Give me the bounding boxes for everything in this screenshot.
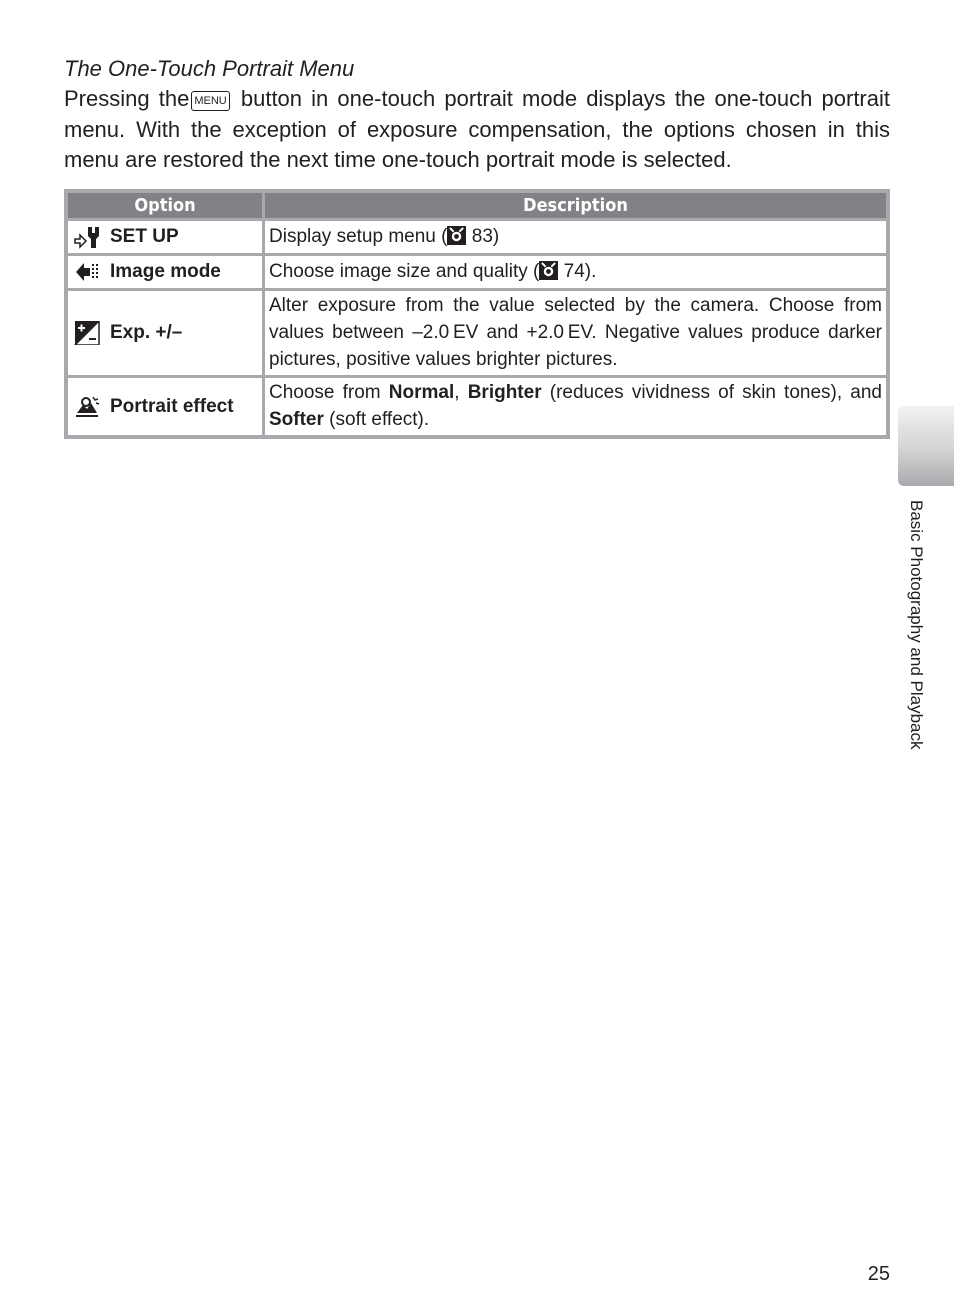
page-reference-text: 83): [466, 226, 500, 247]
chapter-tab: [898, 406, 954, 486]
section-title: The One-Touch Portrait Menu: [64, 56, 355, 81]
table-row: [68, 291, 886, 375]
description-cell: [265, 221, 886, 253]
table-header-row: [68, 193, 886, 218]
option-label: Exp. +/–: [110, 322, 183, 343]
chapter-tab-label: Basic Photography and Playback: [907, 500, 926, 750]
option-label: Image mode: [110, 261, 221, 282]
option-label: Portrait effect: [110, 395, 234, 417]
description-text: (soft effect).: [323, 409, 430, 430]
page-reference-text: 74).: [558, 261, 597, 282]
intro-text-rest: button in one-touch portrait mode displays the one-touch portrait menu. With the exception of exposure compensation, the options chosen in this menu are restored the next time one-touch portrait mode is selected.: [64, 86, 890, 172]
option-cell: [68, 256, 262, 288]
description-column-header: Description: [265, 193, 886, 218]
description-cell: [265, 378, 886, 435]
option-cell: [68, 378, 262, 435]
option-normal: Normal: [388, 382, 455, 403]
option-softer: Softer: [269, 409, 324, 430]
intro-text-start: Pressing the: [64, 86, 190, 111]
intro-paragraph: [64, 84, 890, 176]
option-column-header: Option: [68, 193, 262, 218]
description-text: (reduces vividness of skin tones), and: [541, 382, 882, 403]
option-cell: [68, 221, 262, 253]
exposure-compensation-icon: [74, 321, 100, 345]
page-reference-icon: [447, 226, 466, 245]
page-number: 25: [867, 1263, 890, 1285]
option-brighter: Brighter: [467, 382, 542, 403]
option-label: SET UP: [110, 226, 179, 247]
description-cell: [265, 256, 886, 288]
description-text: Choose from: [269, 382, 389, 403]
description-text: Display setup menu (: [269, 226, 448, 247]
setup-wrench-icon: [74, 225, 100, 249]
menu-button-icon: MENU: [191, 91, 229, 111]
options-table: [64, 189, 890, 439]
description-text: ,: [454, 382, 468, 403]
portrait-effect-icon: [74, 395, 100, 419]
table-row: [68, 378, 886, 435]
table-row: [68, 256, 886, 288]
description-cell: Alter exposure from the value selected by the camera. Choose from values between –2.0 EV and +2.0 EV. Negative values produce darker pictures, positive values brighter pictures.: [265, 291, 886, 375]
option-cell: [68, 291, 262, 375]
image-mode-icon: [74, 260, 100, 284]
description-text: Choose image size and quality (: [269, 261, 540, 282]
page-reference-icon: [539, 261, 558, 280]
table-row: [68, 221, 886, 253]
